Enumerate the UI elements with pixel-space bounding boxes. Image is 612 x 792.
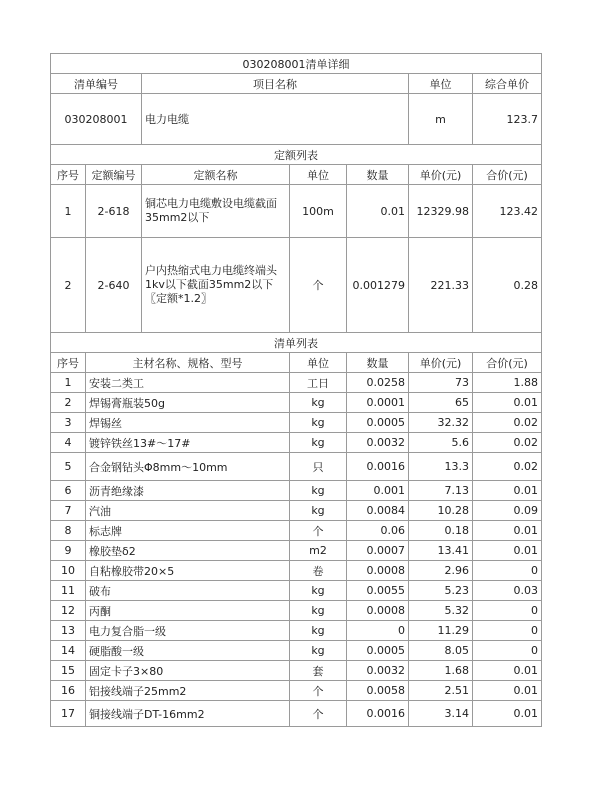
unit: kg bbox=[290, 621, 347, 641]
row-number: 15 bbox=[51, 661, 86, 681]
material-table bbox=[50, 332, 542, 727]
material-name: 沥青绝缘漆 bbox=[86, 481, 290, 501]
quantity: 0.001279 bbox=[347, 238, 409, 333]
column-header: 序号 bbox=[51, 165, 86, 185]
unit: kg bbox=[290, 501, 347, 521]
material-name: 汽油 bbox=[86, 501, 290, 521]
table-row bbox=[51, 621, 542, 641]
unit: kg bbox=[290, 433, 347, 453]
material-name: 自粘橡胶带20×5 bbox=[86, 561, 290, 581]
quantity: 0 bbox=[347, 621, 409, 641]
unit: kg bbox=[290, 581, 347, 601]
quantity: 0.0016 bbox=[347, 453, 409, 481]
unit-price: 11.29 bbox=[409, 621, 473, 641]
column-header: 合价(元) bbox=[473, 353, 542, 373]
list-summary-table bbox=[50, 53, 542, 145]
quantity: 0.0084 bbox=[347, 501, 409, 521]
unit-price: 5.6 bbox=[409, 433, 473, 453]
row-number: 4 bbox=[51, 433, 86, 453]
unit: 个 bbox=[290, 681, 347, 701]
table-row bbox=[51, 601, 542, 621]
unit: 工日 bbox=[290, 373, 347, 393]
row-number: 5 bbox=[51, 453, 86, 481]
table-row bbox=[51, 413, 542, 433]
total-price: 0.03 bbox=[473, 581, 542, 601]
total-price: 0.09 bbox=[473, 501, 542, 521]
material-name: 电力复合脂一级 bbox=[86, 621, 290, 641]
unit: 个 bbox=[290, 238, 347, 333]
quantity: 0.06 bbox=[347, 521, 409, 541]
material-name: 固定卡子3×80 bbox=[86, 661, 290, 681]
unit-price: 13.41 bbox=[409, 541, 473, 561]
unit-price: 5.23 bbox=[409, 581, 473, 601]
unit-price: 0.18 bbox=[409, 521, 473, 541]
unit: 个 bbox=[290, 521, 347, 541]
quantity: 0.01 bbox=[347, 185, 409, 238]
material-name: 焊锡丝 bbox=[86, 413, 290, 433]
table-row bbox=[51, 541, 542, 561]
section-title: 清单列表 bbox=[51, 333, 542, 353]
list-code: 030208001 bbox=[51, 94, 142, 145]
total-price: 0.01 bbox=[473, 393, 542, 413]
quantity: 0.0032 bbox=[347, 433, 409, 453]
row-number: 1 bbox=[51, 185, 86, 238]
material-name: 破布 bbox=[86, 581, 290, 601]
column-header: 项目名称 bbox=[142, 74, 409, 94]
quantity: 0.0258 bbox=[347, 373, 409, 393]
table-row bbox=[51, 393, 542, 413]
table-row bbox=[51, 661, 542, 681]
material-name: 铜接线端子DT-16mm2 bbox=[86, 701, 290, 727]
table-row bbox=[51, 641, 542, 661]
total-price: 0.01 bbox=[473, 521, 542, 541]
quantity: 0.001 bbox=[347, 481, 409, 501]
total-price: 0.02 bbox=[473, 433, 542, 453]
table-row bbox=[51, 521, 542, 541]
quota-code: 2-640 bbox=[86, 238, 142, 333]
total-price: 0.01 bbox=[473, 541, 542, 561]
unit-price: 123.7 bbox=[473, 94, 542, 145]
column-header: 综合单价 bbox=[473, 74, 542, 94]
material-name: 铝接线端子25mm2 bbox=[86, 681, 290, 701]
unit: 个 bbox=[290, 701, 347, 727]
table-row bbox=[51, 373, 542, 393]
table-row bbox=[51, 185, 542, 238]
material-name: 橡胶垫δ2 bbox=[86, 541, 290, 561]
quantity: 0.0032 bbox=[347, 661, 409, 681]
quantity: 0.0005 bbox=[347, 413, 409, 433]
total-price: 0.01 bbox=[473, 701, 542, 727]
table-row bbox=[51, 238, 542, 333]
total-price: 0 bbox=[473, 641, 542, 661]
unit-price: 13.3 bbox=[409, 453, 473, 481]
quantity: 0.0008 bbox=[347, 601, 409, 621]
unit: m2 bbox=[290, 541, 347, 561]
material-name: 镀锌铁丝13#～17# bbox=[86, 433, 290, 453]
row-number: 1 bbox=[51, 373, 86, 393]
quantity: 0.0007 bbox=[347, 541, 409, 561]
total-price: 0 bbox=[473, 601, 542, 621]
unit-price: 1.68 bbox=[409, 661, 473, 681]
total-price: 0.01 bbox=[473, 481, 542, 501]
unit-price: 32.32 bbox=[409, 413, 473, 433]
page-title: 030208001清单详细 bbox=[51, 54, 542, 74]
material-name: 焊锡膏瓶装50g bbox=[86, 393, 290, 413]
row-number: 2 bbox=[51, 393, 86, 413]
total-price: 0.01 bbox=[473, 661, 542, 681]
column-header: 数量 bbox=[347, 353, 409, 373]
table-row bbox=[51, 501, 542, 521]
unit: 只 bbox=[290, 453, 347, 481]
unit-price: 10.28 bbox=[409, 501, 473, 521]
row-number: 6 bbox=[51, 481, 86, 501]
total-price: 0.28 bbox=[473, 238, 542, 333]
row-number: 16 bbox=[51, 681, 86, 701]
table-row bbox=[51, 481, 542, 501]
unit: 卷 bbox=[290, 561, 347, 581]
unit: 100m bbox=[290, 185, 347, 238]
row-number: 17 bbox=[51, 701, 86, 727]
total-price: 123.42 bbox=[473, 185, 542, 238]
total-price: 0 bbox=[473, 621, 542, 641]
total-price: 1.88 bbox=[473, 373, 542, 393]
row-number: 12 bbox=[51, 601, 86, 621]
quantity: 0.0008 bbox=[347, 561, 409, 581]
total-price: 0.02 bbox=[473, 453, 542, 481]
unit-price: 3.14 bbox=[409, 701, 473, 727]
quantity: 0.0016 bbox=[347, 701, 409, 727]
unit-price: 2.51 bbox=[409, 681, 473, 701]
material-name: 丙酮 bbox=[86, 601, 290, 621]
unit-price: 221.33 bbox=[409, 238, 473, 333]
unit: m bbox=[409, 94, 473, 145]
column-header: 单价(元) bbox=[409, 353, 473, 373]
quantity: 0.0001 bbox=[347, 393, 409, 413]
section-title: 定额列表 bbox=[51, 145, 542, 165]
unit-price: 8.05 bbox=[409, 641, 473, 661]
table-row bbox=[51, 681, 542, 701]
unit-price: 12329.98 bbox=[409, 185, 473, 238]
row-number: 9 bbox=[51, 541, 86, 561]
column-header: 合价(元) bbox=[473, 165, 542, 185]
quantity: 0.0058 bbox=[347, 681, 409, 701]
material-name: 硬脂酸一级 bbox=[86, 641, 290, 661]
unit-price: 2.96 bbox=[409, 561, 473, 581]
column-header: 定额名称 bbox=[142, 165, 290, 185]
row-number: 3 bbox=[51, 413, 86, 433]
quota-table bbox=[50, 144, 542, 333]
table-row bbox=[51, 701, 542, 727]
row-number: 14 bbox=[51, 641, 86, 661]
row-number: 2 bbox=[51, 238, 86, 333]
column-header: 单位 bbox=[290, 353, 347, 373]
unit: kg bbox=[290, 641, 347, 661]
quota-name: 铜芯电力电缆敷设电缆截面35mm2以下 bbox=[142, 185, 290, 238]
item-name: 电力电缆 bbox=[142, 94, 409, 145]
row-number: 11 bbox=[51, 581, 86, 601]
unit: 套 bbox=[290, 661, 347, 681]
unit-price: 73 bbox=[409, 373, 473, 393]
row-number: 7 bbox=[51, 501, 86, 521]
unit: kg bbox=[290, 481, 347, 501]
column-header: 单位 bbox=[290, 165, 347, 185]
total-price: 0 bbox=[473, 561, 542, 581]
column-header: 清单编号 bbox=[51, 74, 142, 94]
material-name: 安装二类工 bbox=[86, 373, 290, 393]
row-number: 8 bbox=[51, 521, 86, 541]
column-header: 定额编号 bbox=[86, 165, 142, 185]
table-row bbox=[51, 561, 542, 581]
quantity: 0.0055 bbox=[347, 581, 409, 601]
table-row bbox=[51, 453, 542, 481]
material-name: 合金钢钻头Φ8mm～10mm bbox=[86, 453, 290, 481]
unit-price: 5.32 bbox=[409, 601, 473, 621]
table-row bbox=[51, 581, 542, 601]
quota-name: 户内热缩式电力电缆终端头1kv以下截面35mm2以下〖定额*1.2〗 bbox=[142, 238, 290, 333]
column-header: 序号 bbox=[51, 353, 86, 373]
row-number: 10 bbox=[51, 561, 86, 581]
unit: kg bbox=[290, 413, 347, 433]
unit-price: 7.13 bbox=[409, 481, 473, 501]
quantity: 0.0005 bbox=[347, 641, 409, 661]
column-header: 主材名称、规格、型号 bbox=[86, 353, 290, 373]
total-price: 0.02 bbox=[473, 413, 542, 433]
row-number: 13 bbox=[51, 621, 86, 641]
table-row bbox=[51, 433, 542, 453]
column-header: 单价(元) bbox=[409, 165, 473, 185]
column-header: 数量 bbox=[347, 165, 409, 185]
unit-price: 65 bbox=[409, 393, 473, 413]
material-name: 标志牌 bbox=[86, 521, 290, 541]
unit: kg bbox=[290, 393, 347, 413]
unit: kg bbox=[290, 601, 347, 621]
quota-code: 2-618 bbox=[86, 185, 142, 238]
total-price: 0.01 bbox=[473, 681, 542, 701]
column-header: 单位 bbox=[409, 74, 473, 94]
